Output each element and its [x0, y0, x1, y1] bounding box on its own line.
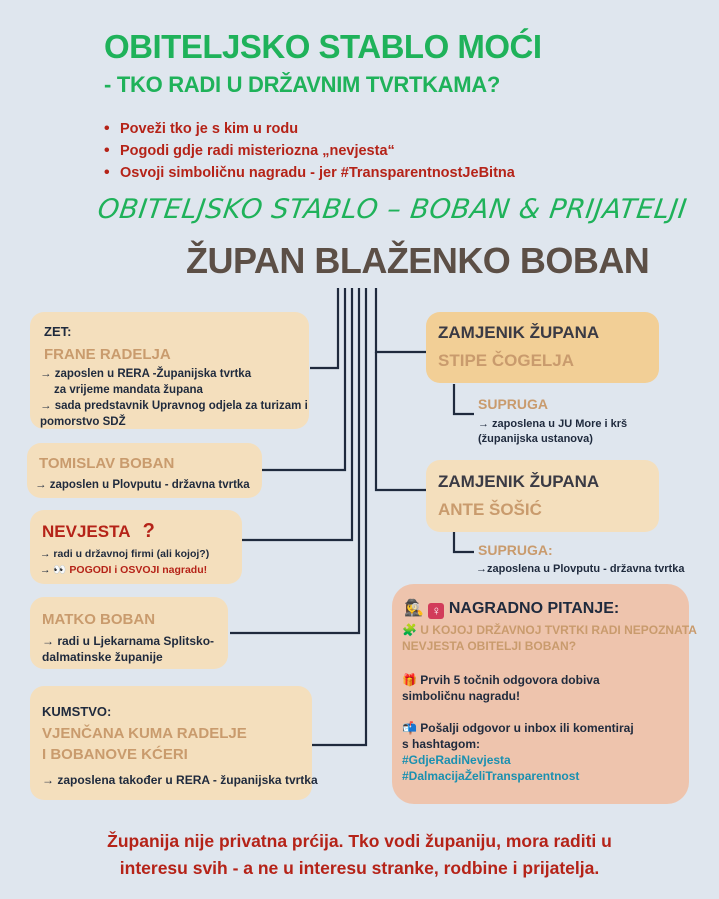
person-name: TOMISLAV BOBAN — [39, 455, 175, 472]
box-detail: → zaposlena također u RERA - županijska tvrtka — [42, 773, 318, 787]
eyes-icon: → 👀 — [40, 564, 67, 576]
bullet-item: • Osvoji simboličnu nagradu - jer #TransparentnostJeBitna — [104, 162, 515, 184]
spouse-label: SUPRUGA: — [478, 542, 553, 558]
connector-zet — [310, 288, 338, 368]
puzzle-icon: 🧩 — [402, 623, 417, 637]
bullet-item: • Poveži tko je s kim u rodu — [104, 118, 515, 140]
role-title: ZAMJENIK ŽUPANA — [438, 323, 600, 342]
hashtag[interactable]: #GdjeRadiNevjesta — [402, 753, 511, 767]
page-subtitle: - TKO RADI U DRŽAVNIM TVRTKAMA? — [104, 72, 501, 97]
box-detail: → sada predstavnik Upravnog odjela za turizam i — [40, 400, 308, 412]
quiz-send: 📬 Pošalji odgovor u inbox ili komentiraj s hashtagom: #GdjeRadiNevjesta #DalmacijaŽeliTransparentnost — [402, 721, 634, 783]
mailbox-icon: 📬 — [402, 721, 417, 735]
person-name: I BOBANOVE KĆERI — [42, 746, 188, 763]
gift-icon: 🎁 — [402, 673, 417, 687]
connector-supruga1 — [454, 384, 474, 414]
box-zamjenik-2 — [426, 460, 659, 532]
person-name: STIPE ČOGELJA — [438, 351, 575, 370]
box-detail: pomorstvo SDŽ — [40, 416, 126, 428]
bullet-dot-icon: • — [104, 142, 110, 159]
box-matko — [30, 597, 228, 669]
connector-supruga2 — [454, 532, 474, 552]
box-zamjenik-1 — [426, 312, 659, 383]
bullet-dot-icon: • — [104, 120, 110, 137]
box-detail: dalmatinske županije — [42, 650, 163, 664]
box-detail: → 👀 POGODI i OSVOJI nagradu! — [40, 564, 208, 576]
box-zet — [30, 312, 309, 429]
spouse-label: SUPRUGA — [478, 396, 549, 412]
quiz-heading: 🕵️‍♀️ ♀ NAGRADNO PITANJE: — [404, 600, 620, 618]
spouse-detail: → zaposlena u JU More i krš — [478, 418, 628, 430]
box-detail: → zaposlen u RERA -Županijska tvrtka — [40, 368, 252, 380]
person-name: VJENČANA KUMA RADELJE — [42, 725, 247, 742]
person-name: NEVJESTA ? — [42, 520, 155, 542]
box-detail: → radi u državnoj firmi (ali kojoj?) — [40, 548, 210, 560]
spouse-detail: (županijska ustanova) — [478, 433, 593, 445]
connector-zamjenik2 — [376, 352, 426, 490]
quiz-question: 🧩 U KOJOJ DRŽAVNOJ TVRTKI RADI NEPOZNATA NEVJESTA OBITELJI BOBAN? — [402, 623, 697, 653]
intro-bullets — [104, 118, 515, 184]
box-nevjesta — [30, 510, 242, 584]
person-name: MATKO BOBAN — [42, 611, 156, 628]
page-title: OBITELJSKO STABLO MOĆI — [104, 28, 542, 65]
connector-zamjenik1 — [376, 288, 426, 352]
bullet-dot-icon: • — [104, 164, 110, 181]
question-mark-icon: ? — [142, 520, 155, 542]
quiz-box — [392, 584, 697, 804]
person-name: ANTE ŠOŠIĆ — [438, 500, 542, 519]
hashtag[interactable]: #DalmacijaŽeliTransparentnost — [402, 769, 580, 783]
box-kumstvo — [30, 686, 318, 800]
box-label: ZET: — [44, 324, 72, 339]
box-label: KUMSTVO: — [42, 704, 112, 719]
spouse-detail: →zaposlena u Plovputu - državna tvrtka — [476, 563, 685, 575]
female-sign-icon: ♀ — [428, 603, 444, 619]
box-detail: za vrijeme mandata župana — [54, 384, 203, 396]
tree-root-name: ŽUPAN BLAŽENKO BOBAN — [186, 240, 650, 281]
footer-message: Županija nije privatna prćija. Tko vodi županiju, mora raditi u interesu svih - a ne u interesu stranke, rodbine i prijatelja. — [107, 831, 612, 878]
person-name: FRANE RADELJA — [44, 346, 171, 363]
tree-heading: OBITELJSKO STABLO – BOBAN & PRIJATELJI — [95, 194, 689, 225]
box-tomislav — [27, 443, 262, 498]
detective-icon: 🕵️‍♀️ — [404, 600, 424, 617]
box-detail: → radi u Ljekarnama Splitsko- — [42, 634, 215, 648]
bullet-item: • Pogodi gdje radi misteriozna „nevjesta“ — [104, 140, 515, 162]
role-title: ZAMJENIK ŽUPANA — [438, 472, 600, 491]
quiz-prize: 🎁 Prvih 5 točnih odgovora dobiva simboličnu nagradu! — [402, 673, 600, 703]
box-detail: → zaposlen u Plovputu - državna tvrtka — [35, 479, 250, 491]
